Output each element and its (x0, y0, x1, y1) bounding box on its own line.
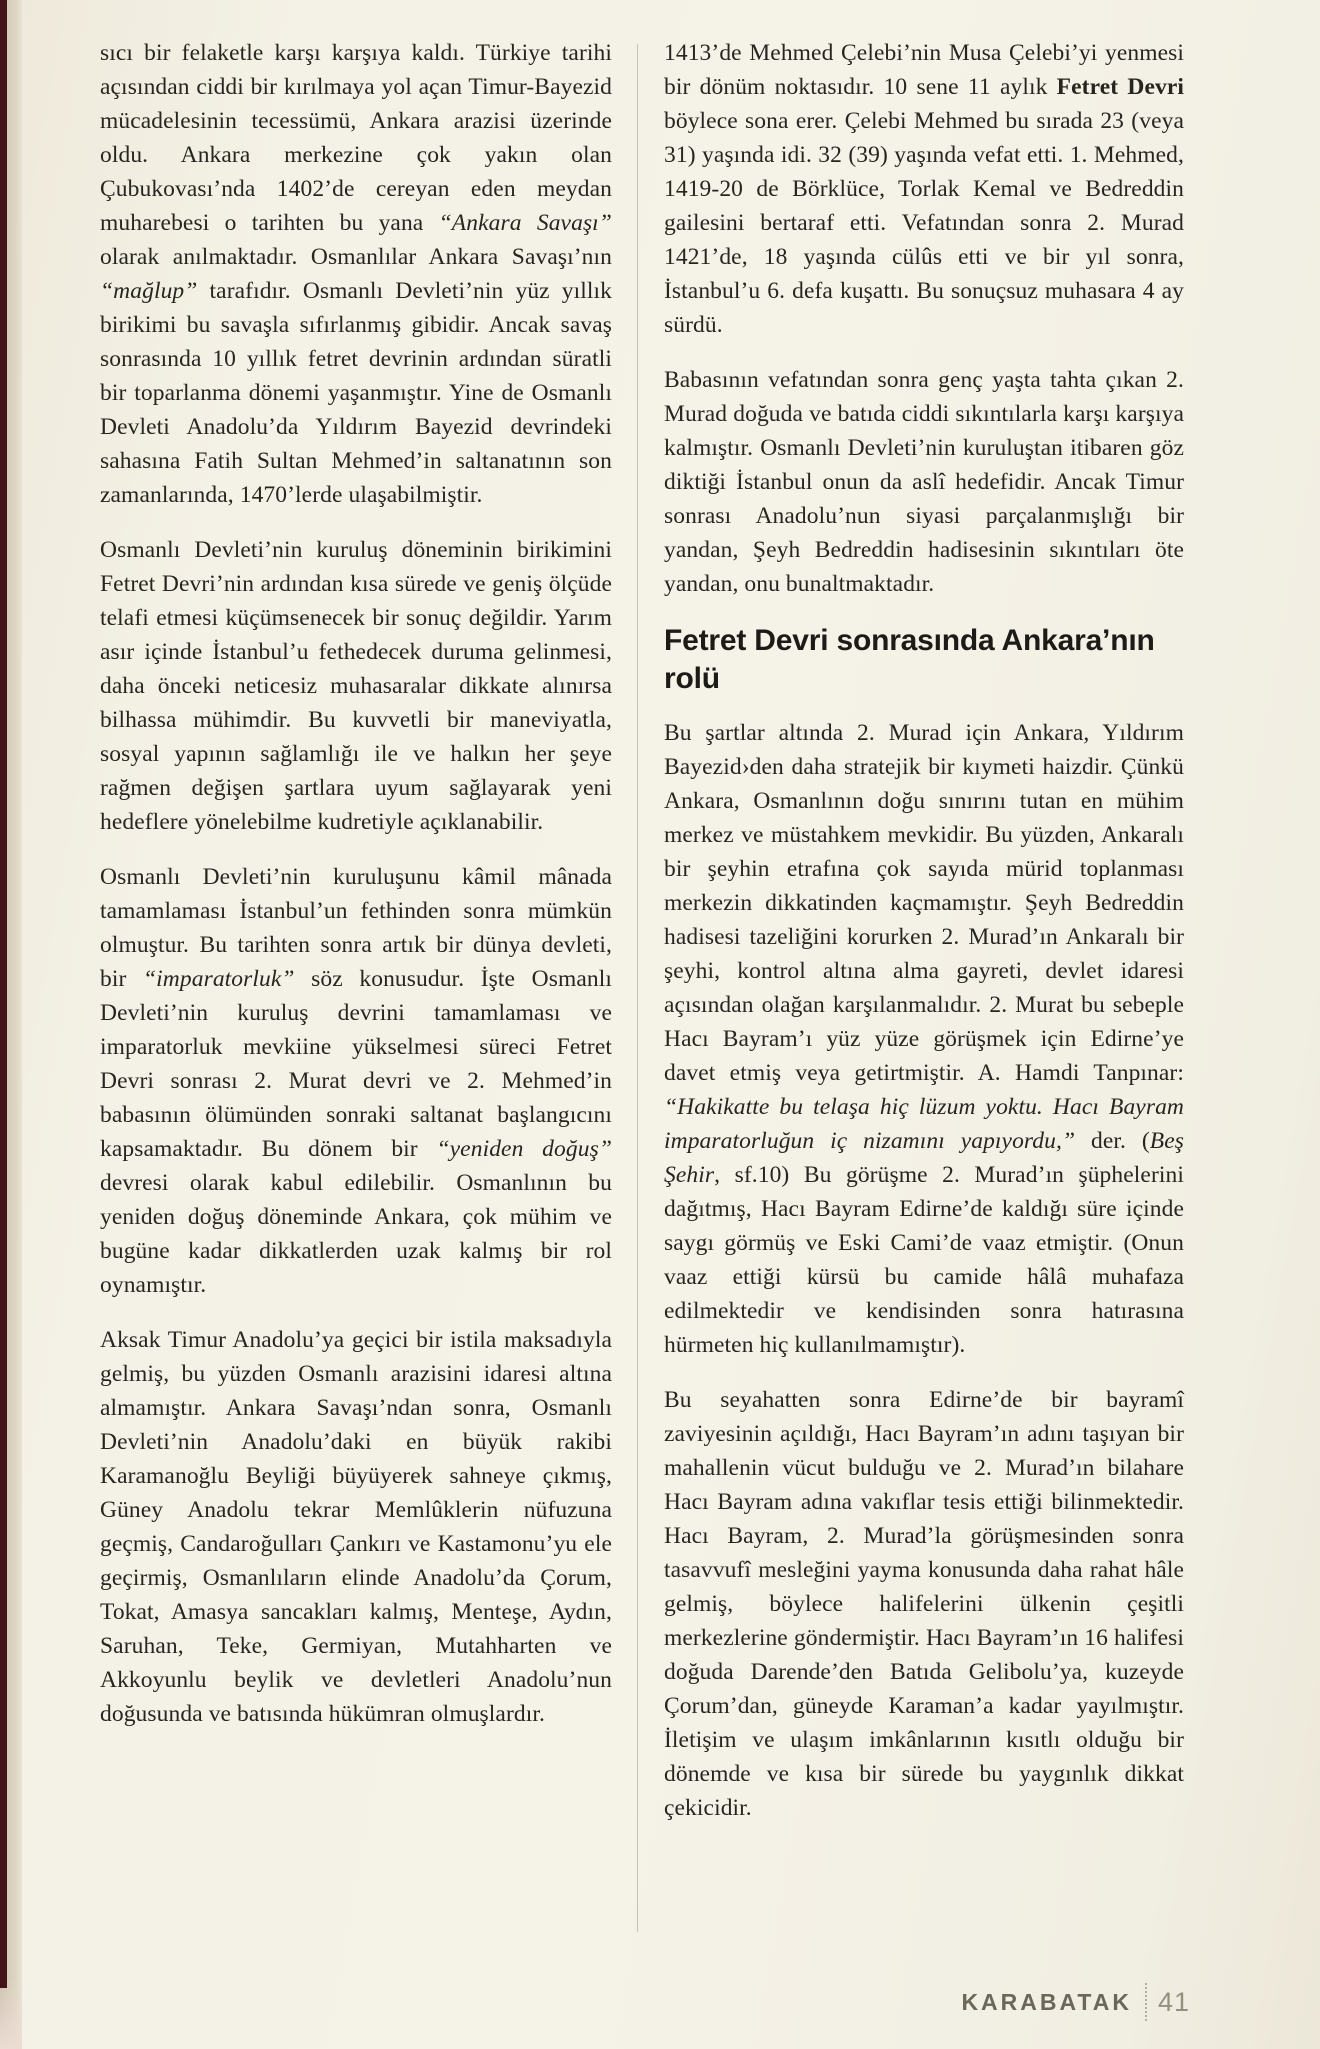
footer-dotted-divider (1145, 1983, 1147, 2021)
page-footer (961, 1983, 1190, 2021)
page-number: 41 (1157, 1986, 1190, 2017)
body-paragraph: Osmanlı Devleti’nin kuruluş döneminin birikimini Fetret Devri’nin ardından kısa sürede ve geniş ölçüde telafi etmesi küçümsenecek bir sonuç değildir. Yarım asır içinde İstanbul’u fethedecek duruma gelinmesi, daha önceki neticesiz muhasaralar dikkate alınırsa bilhassa mühimdir. Bu kuvvetli bir maneviyatla, sosyal yapının sağlamlığı ile ve halkın her şeye rağmen değişen şartlara uyum sağlayarak yeni hedeflere yönelebilme kudretiyle açıklanabilir. (100, 537, 612, 835)
body-paragraph: Babasının vefatından sonra genç yaşta tahta çıkan 2. Murad doğuda ve batıda ciddi sıkıntılarla karşı karşıya kalmıştır. Osmanlı Devleti’nin kuruluştan itibaren göz diktiği İstanbul onun da aslî hedefidir. Ancak Timur sonrası Anadolu’nun siyasi parçalanmışlığı bir yandan, Şeyh Bedreddin hadisesinin sıkıntıları öte yandan, onu bunaltmaktadır. (664, 367, 1184, 597)
right-text-column (664, 36, 1184, 1846)
column-divider (637, 44, 638, 1932)
magazine-brand: KARABATAK (961, 1988, 1132, 2015)
body-paragraph: Bu şartlar altında 2. Murad için Ankara, Yıldırım Bayezid›den daha stratejik bir kıymeti haizdir. Çünkü Ankara, Osmanlının doğu sınırını tutan en mühim merkez ve müstahkem mevkidir. Bu yüzden, Ankaralı bir şeyhin etrafına çok sayıda mürid toplanması merkezin dikkatinden kaçmamıştır. Şeyh Bedreddin hadisesi tazeliğini korurken 2. Murad’ın Ankaralı bir şeyhi, kontrol altına alma gayreti, devlet idaresi açısından olağan karşılanmalıdır. 2. Murat bu sebeple Hacı Bayram’ı yüz yüze görüşmek için Edirne’ye davet etmiş veya getirtmiştir. A. Hamdi Tanpınar: “Hakikatte bu telaşa hiç lüzum yoktu. Hacı Bayram imparatorluğun iç nizamını yapıyordu,” der. (Beş Şehir, sf.10) Bu görüşme 2. Murad’ın şüphelerini dağıtmış, Hacı Bayram Edirne’de kaldığı süre içinde saygı görmüş ve Eski Cami’de vaaz etmiştir. (Onun vaaz ettiği kürsü bu camide hâlâ muhafaza edilmektedir ve kendisinden sonra hatırasına hürmeten hiç kullanılmamıştır). (664, 720, 1184, 1358)
body-paragraph: Osmanlı Devleti’nin kuruluşunu kâmil mânada tamamlaması İstanbul’un fethinden sonra mümkün olmuştur. Bu tarihten sonra artık bir dünya devleti, bir “imparatorluk” söz konusudur. İşte Osmanlı Devleti’nin kuruluş devrini tamamlaması ve imparatorluk mevkiine yükselmesi süreci Fetret Devri sonrası 2. Murat devri ve 2. Mehmed’in babasının ölümünden sonraki saltanat başlangıcını kapsamaktadır. Bu dönem bir “yeniden doğuş” devresi olarak kabul edilebilir. Osmanlının bu yeniden doğuş döneminde Ankara, çok mühim ve bugüne kadar dikkatlerden uzak kalmış bir rol oynamıştır. (100, 864, 612, 1298)
section-heading: Fetret Devri sonrasında Ankara’nın rolü (664, 624, 1155, 695)
body-paragraph: Aksak Timur Anadolu’ya geçici bir istila maksadıyla gelmiş, bu yüzden Osmanlı arazisini idaresi altına almamıştır. Ankara Savaşı’ndan sonra, Osmanlı Devleti’nin Anadolu’daki en büyük rakibi Karamanoğlu Beyliği büyüyerek sahneye çıkmış, Güney Anadolu tekrar Memlûklerin nüfuzuna geçmiş, Candaroğulları Çankırı ve Kastamonu’yu ele geçirmiş, Osmanlıların elinde Anadolu’da Çorum, Tokat, Amasya sancakları kalmış, Menteşe, Aydın, Saruhan, Teke, Germiyan, Mutahharten ve Akkoyunlu beylik ve devletleri Anadolu’nun doğusunda ve batısında hükümran olmuşlardır. (100, 1327, 612, 1727)
left-text-column (100, 36, 612, 1752)
body-paragraph: Bu seyahatten sonra Edirne’de bir bayramî zaviyesinin açıldığı, Hacı Bayram’ın adını taşıyan bir mahallenin vücut bulduğu ve 2. Murad’ın bilahare Hacı Bayram adına vakıflar tesis ettiği bilinmektedir. Hacı Bayram, 2. Murad’la görüşmesinden sonra tasavvufî mesleğini yayma konusunda daha rahat hâle gelmiş, böylece halifelerini ülkenin çeşitli merkezlerine göndermiştir. Hacı Bayram’ın 16 halifesi doğuda Darende’den Batıda Gelibolu’ya, kuzeyde Çorum’dan, güneyde Karaman’a kadar yayılmıştır. İletişim ve ulaşım imkânlarının kısıtlı olduğu bir dönemde ve kısa bir sürede bu yaygınlık dikkat çekicidir. (664, 1387, 1184, 1821)
body-paragraph: 1413’de Mehmed Çelebi’nin Musa Çelebi’yi yenmesi bir dönüm noktasıdır. 10 sene 11 aylık Fetret Devri böylece sona erer. Çelebi Mehmed bu sırada 23 (veya 31) yaşında idi. 32 (39) yaşında vefat etti. 1. Mehmed, 1419-20 de Börklüce, Torlak Kemal ve Bedreddin gailesini bertaraf etti. Vefatından sonra 2. Murad 1421’de, 18 yaşında cülûs etti ve bir yıl sonra, İstanbul’u 6. defa kuşattı. Bu sonuçsuz muhasara 4 ay sürdü. (664, 40, 1184, 338)
body-paragraph: sıcı bir felaketle karşı karşıya kaldı. Türkiye tarihi açısından ciddi bir kırılmaya yol açan Timur-Bayezid mücadelesinin tecessümü, Ankara arazisi üzerinde oldu. Ankara merkezine çok yakın olan Çubukovası’nda 1402’de cereyan eden meydan muharebesi o tarihten bu yana “Ankara Savaşı” olarak anılmaktadır. Osmanlılar Ankara Savaşı’nın “mağlup” tarafıdır. Osmanlı Devleti’nin yüz yıllık birikimi bu savaşla sıfırlanmış gibidir. Ancak savaş sonrasında 10 yıllık fetret devrinin ardından süratli bir toparlanma dönemi yaşanmıştır. Yine de Osmanlı Devleti Anadolu’da Yıldırım Bayezid devrindeki sahasına Fatih Sultan Mehmed’in saltanatının son zamanlarında, 1470’lerde ulaşabilmiştir. (100, 40, 612, 508)
binding-bar (0, 0, 7, 1988)
